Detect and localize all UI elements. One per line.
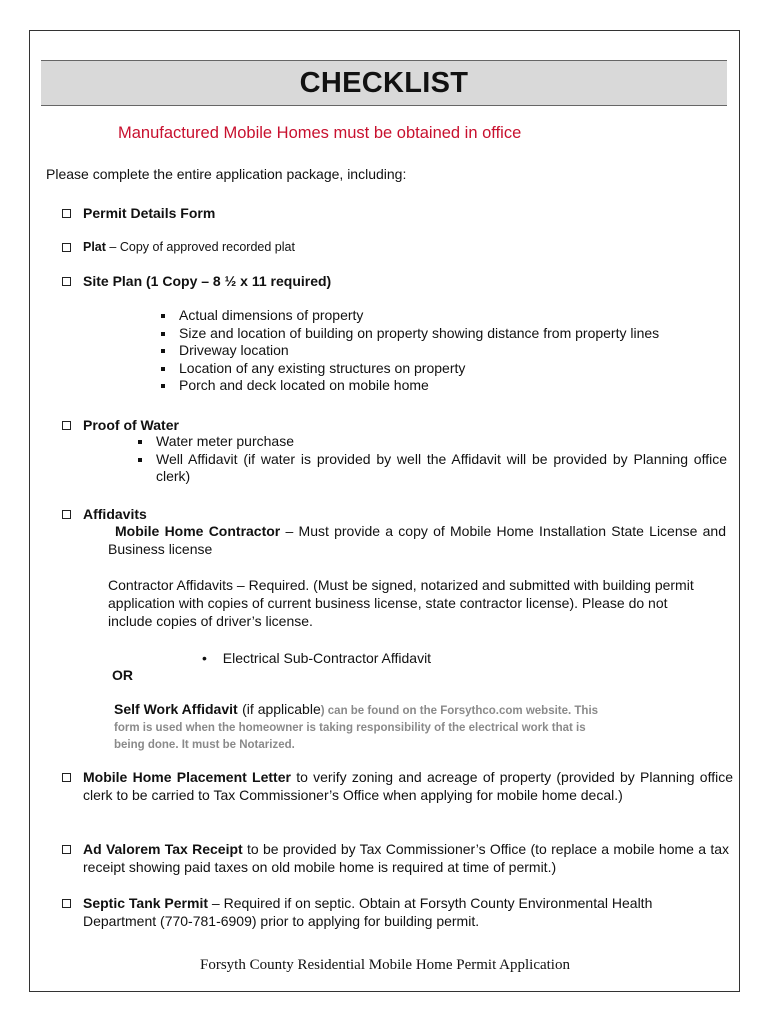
site-plan-list xyxy=(158,307,718,395)
septic-desc: – Required if on septic. Obtain at Forsyth County Environmental Health Department (770-781-6909) prior to applying for building permit. xyxy=(83,895,653,929)
item-septic-tank xyxy=(83,894,728,930)
list-item: Well Affidavit (if water is provided by well the Affidavit will be provided by Planning office clerk) xyxy=(135,451,727,486)
checkbox-proof-of-water[interactable] xyxy=(62,421,71,430)
contractor-desc: – Must provide a copy of Mobile Home Installation State License and Business license xyxy=(108,523,727,557)
contractor-affidavits-text: Contractor Affidavits – Required. (Must be signed, notarized and submitted with building permit application with copies of current business license, state contractor license). Please do not include copies of driver’s license. xyxy=(108,577,694,629)
bullet-dot: • xyxy=(202,650,207,666)
item-plat xyxy=(83,239,295,255)
plat-label: Plat xyxy=(83,240,106,254)
checkbox-placement-letter[interactable] xyxy=(62,773,71,782)
electrical-item xyxy=(202,649,431,667)
page-title: CHECKLIST xyxy=(299,66,469,99)
plat-desc: – Copy of approved recorded plat xyxy=(109,240,295,254)
water-list xyxy=(135,433,727,486)
ad-valorem-label: Ad Valorem Tax Receipt xyxy=(83,841,243,857)
electrical-label: Electrical Sub-Contractor Affidavit xyxy=(222,650,432,666)
checkbox-ad-valorem[interactable] xyxy=(62,845,71,854)
list-item: Porch and deck located on mobile home xyxy=(158,377,718,395)
checkbox-plat[interactable] xyxy=(62,243,71,252)
intro-text: Please complete the entire application package, including: xyxy=(46,166,407,182)
self-work-note: ) can be found on the Forsythco.com website. This form is used when the homeowner is taking responsibility of the electrical work that is being done. It must be Notarized. xyxy=(114,705,599,751)
item-affidavits: Affidavits xyxy=(83,506,147,522)
item-site-plan: Site Plan (1 Copy – 8 ½ x 11 required) xyxy=(83,273,332,289)
self-work-label: Self Work Affidavit xyxy=(114,701,238,717)
checkbox-permit-details[interactable] xyxy=(62,209,71,218)
checkbox-septic-tank[interactable] xyxy=(62,899,71,908)
checkbox-affidavits[interactable] xyxy=(62,510,71,519)
title-banner xyxy=(41,60,727,106)
item-ad-valorem xyxy=(83,840,729,876)
contractor-text xyxy=(108,522,726,558)
item-proof-of-water: Proof of Water xyxy=(83,417,179,433)
ad-valorem-desc: to be provided by Tax Commissioner’s Office (to replace a mobile home a tax receipt showing paid taxes on old mobile home is required at time of permit.) xyxy=(83,841,729,875)
item-placement-letter xyxy=(83,768,733,804)
self-work-text xyxy=(114,701,614,753)
placement-desc: to verify zoning and acreage of property (provided by Planning office clerk to be carried to Tax Commissioner’s Office when applying for mobile home decal.) xyxy=(83,769,733,803)
list-item: Location of any existing structures on property xyxy=(158,360,718,378)
list-item: Water meter purchase xyxy=(135,433,727,451)
placement-label: Mobile Home Placement Letter xyxy=(83,769,291,785)
list-item: Size and location of building on property showing distance from property lines xyxy=(158,325,718,343)
list-item: Actual dimensions of property xyxy=(158,307,718,325)
or-label: OR xyxy=(112,667,133,683)
footer: Forsyth County Residential Mobile Home Permit Application xyxy=(200,957,570,973)
septic-label: Septic Tank Permit xyxy=(83,895,209,911)
notice: Manufactured Mobile Homes must be obtained in office xyxy=(118,124,522,142)
contractor-label: Mobile Home Contractor xyxy=(115,523,281,539)
self-work-paren: (if applicable xyxy=(242,701,321,717)
checkbox-site-plan[interactable] xyxy=(62,277,71,286)
list-item: Driveway location xyxy=(158,342,718,360)
item-permit-details: Permit Details Form xyxy=(83,205,216,221)
